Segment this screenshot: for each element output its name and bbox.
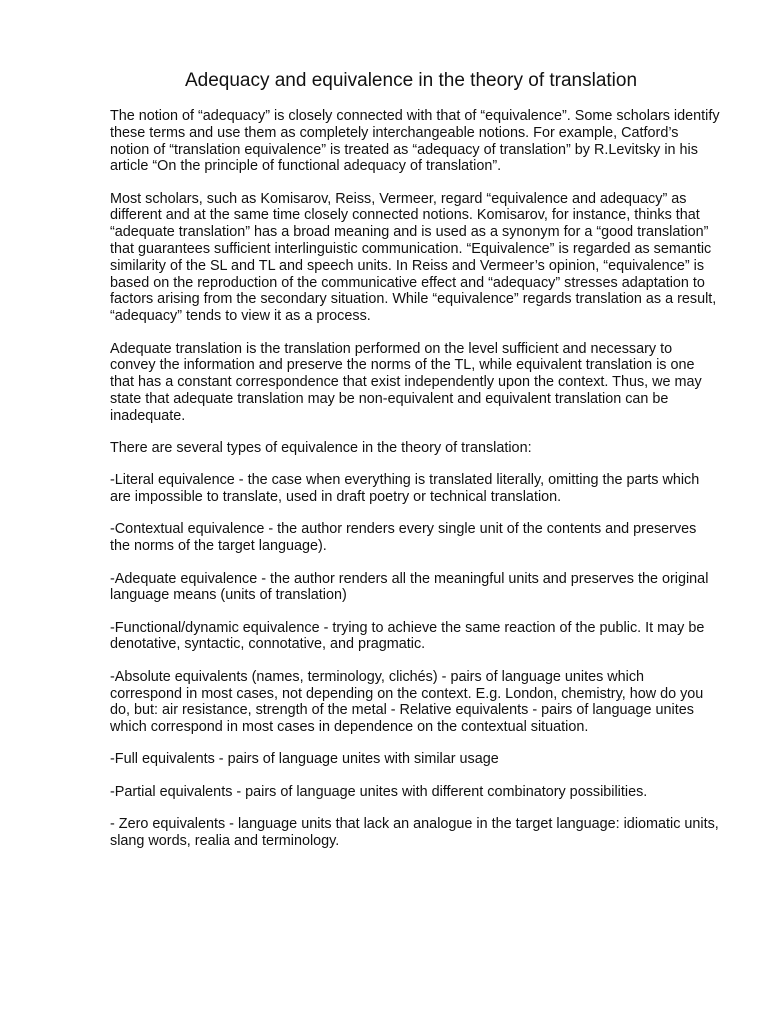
paragraph-adequate-translation: Adequate translation is the translation performed on the level sufficient and necessary to convey the information and preserve the norms of the TL, while equivalent translation is one that has a constant correspondence that exist independently upon the context. Thus, we may state that adequate translation may be non-equivalent and equivalent translation can be inadequate.	[110, 340, 702, 424]
list-item-absolute-equivalents: -Absolute equivalents (names, terminology, clichés) - pairs of language unites which correspond in most cases, not depending on the context. E.g. London, chemistry, how do you do, but: air resistance, strength of the metal - Relative equivalents - pairs of language unites which correspond in most cases in dependence on the contextual situation.	[110, 668, 704, 736]
list-item-partial-equivalents: -Partial equivalents - pairs of language unites with different combinatory possibilities.	[110, 783, 648, 800]
list-item-contextual-equivalence: -Contextual equivalence - the author renders every single unit of the contents and preserves the norms of the target language).	[110, 521, 697, 555]
list-item-zero-equivalents: - Zero equivalents - language units that lack an analogue in the target language: idiomatic units, slang words, realia and terminology.	[110, 816, 719, 849]
list-item-literal-equivalence: -Literal equivalence - the case when everything is translated literally, omitting the parts which are impossible to translate, used in draft poetry or technical translation.	[110, 472, 700, 506]
paragraph-adequacy-notion: The notion of “adequacy” is closely connected with that of “equivalence”. Some scholars identify these terms and use them as completely interchangeable notions. For example, Catford’s notion of “translation equivalence” is treated as “adequacy of translation” by R.Levitsky in his article “On the principle of functional adequacy of translation”.	[110, 108, 720, 175]
paragraph-types-intro: There are several types of equivalence in the theory of translation:	[110, 440, 532, 457]
document-body	[110, 108, 720, 865]
list-item-functional-equivalence: -Functional/dynamic equivalence - trying to achieve the same reaction of the public. It may be denotative, syntactic, connotative, and pragmatic.	[110, 619, 705, 653]
document-title: Adequacy and equivalence in the theory of translation	[184, 70, 638, 91]
list-item-full-equivalents: -Full equivalents - pairs of language unites with similar usage	[110, 751, 499, 768]
list-item-adequate-equivalence: -Adequate equivalence - the author renders all the meaningful units and preserves the original language means (units of translation)	[110, 570, 709, 604]
paragraph-scholars-views: Most scholars, such as Komisarov, Reiss, Vermeer, regard “equivalence and adequacy” as different and at the same time closely connected notions. Komisarov, for instance, thinks that “adequate translation” has a broad meaning and is used as a synonym for a “good translation” that guarantees sufficient interlinguistic communication. “Equivalence” is regarded as semantic similarity of the SL and TL and speech units. In Reiss and Vermeer’s opinion, “equivalence” is based on the reproduction of the communicative effect and “adequacy” stresses adaptation to factors arising from the secondary situation. While “equivalence” regards translation as a result, “adequacy” tends to view it as a process.	[110, 190, 717, 325]
